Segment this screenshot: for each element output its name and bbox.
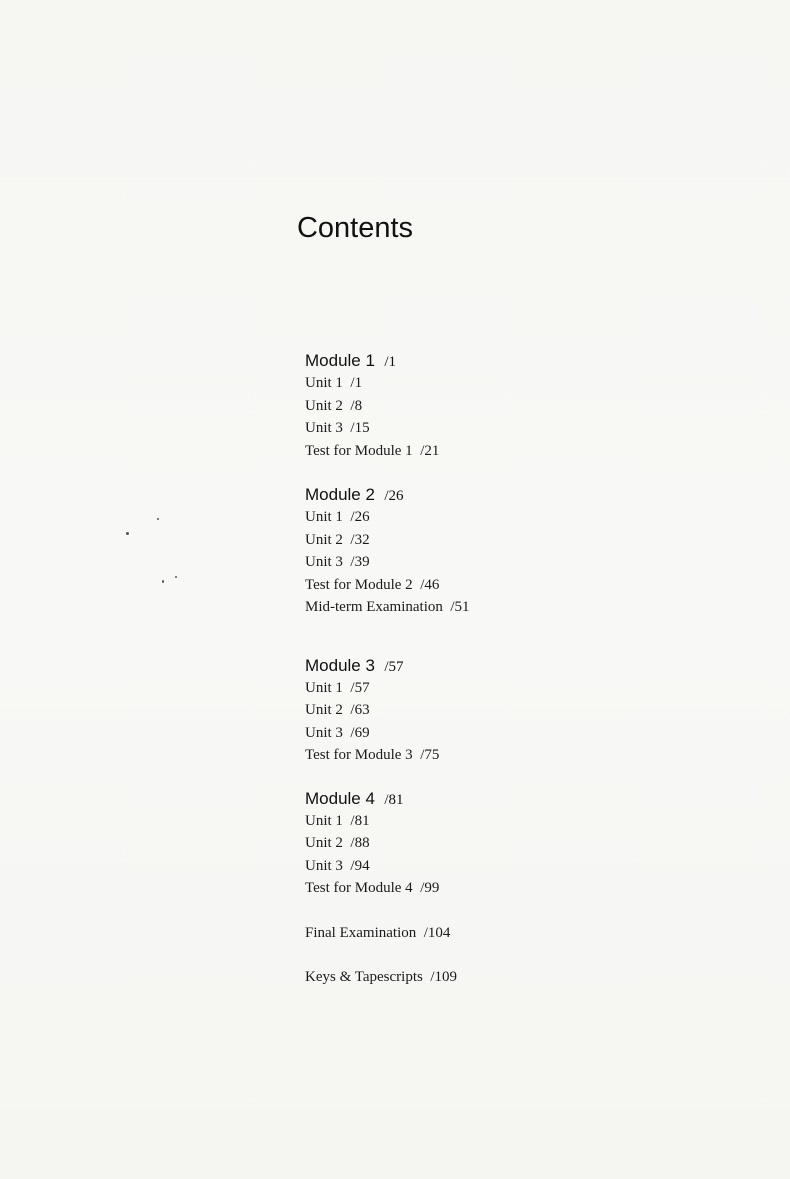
entry-page: /57: [350, 679, 370, 696]
spacer: [305, 944, 725, 966]
scan-speck: [175, 576, 177, 578]
entry-label: Unit 1: [305, 679, 343, 696]
entry-page: /88: [350, 835, 370, 851]
scan-speck: [157, 518, 159, 520]
page-title-text: Contents: [296, 212, 414, 244]
page-title: [0, 212, 710, 245]
entry-page: /39: [350, 554, 370, 570]
entry-label: Unit 2: [305, 531, 343, 548]
toc-module-4: [305, 788, 725, 900]
entry-label: Unit 1: [305, 509, 343, 525]
toc-entry: [305, 551, 725, 574]
entry-label: Unit 1: [305, 375, 343, 391]
entry-page: /109: [430, 969, 457, 985]
toc-entry: [305, 596, 725, 619]
module-heading: [305, 655, 725, 677]
toc-entry: [305, 722, 725, 745]
toc-entry: [305, 506, 725, 529]
entry-label: Unit 2: [305, 702, 343, 718]
toc-entry: [305, 744, 725, 767]
entry-page: /26: [350, 509, 370, 525]
entry-page: /8: [350, 397, 363, 414]
toc-entry-keys: [305, 966, 725, 989]
toc-entry: [305, 529, 725, 552]
entry-page: /32: [350, 531, 370, 548]
toc-entry: [305, 395, 725, 418]
entry-label: Unit 1: [305, 812, 343, 829]
toc-module-2: [305, 484, 725, 619]
entry-label: Unit 3: [305, 420, 343, 436]
toc-entry: [305, 832, 725, 855]
entry-label: Final Examination: [305, 924, 417, 941]
entry-page: /104: [423, 924, 451, 941]
entry-page: /15: [350, 420, 370, 436]
entry-label: Test for Module 3: [305, 747, 413, 763]
table-of-contents: [305, 350, 725, 989]
scan-speck: [126, 532, 129, 535]
entry-label: Test for Module 1: [305, 442, 413, 459]
module-page: /57: [384, 658, 404, 675]
entry-page: /51: [450, 599, 470, 615]
toc-entry: [305, 699, 725, 722]
module-title: Module 3: [305, 655, 375, 675]
entry-page: /81: [350, 812, 370, 829]
toc-module-3: [305, 655, 725, 767]
module-title: Module 2: [305, 485, 375, 504]
spacer: [305, 767, 725, 788]
entry-page: /63: [350, 702, 370, 718]
entry-page: /21: [420, 442, 440, 459]
toc-entry-final-exam: [305, 922, 725, 945]
module-heading: [305, 350, 725, 372]
scan-speck: [162, 580, 164, 583]
toc-entry: [305, 417, 725, 440]
entry-page: /99: [420, 880, 440, 896]
entry-page: /75: [420, 747, 440, 763]
entry-label: Unit 3: [305, 724, 343, 741]
spacer: [305, 462, 725, 484]
module-page: /26: [384, 488, 404, 504]
toc-entry: [305, 372, 725, 395]
module-title: Module 4: [305, 788, 375, 808]
toc-entry: [305, 440, 725, 463]
entry-label: Mid-term Examination: [305, 599, 443, 615]
spacer: [305, 900, 725, 922]
entry-page: /46: [420, 576, 440, 593]
entry-label: Unit 3: [305, 857, 343, 874]
entry-label: Keys & Tapescripts: [305, 969, 423, 985]
toc-module-1: [305, 350, 725, 462]
module-heading: [305, 484, 725, 506]
toc-entry: [305, 855, 725, 878]
toc-entry: [305, 574, 725, 597]
entry-label: Test for Module 4: [305, 880, 413, 896]
toc-entry: [305, 810, 725, 833]
module-page: /81: [384, 791, 404, 808]
entry-page: /94: [350, 857, 370, 874]
entry-label: Test for Module 2: [305, 576, 413, 593]
module-title: Module 1: [305, 351, 375, 370]
entry-label: Unit 3: [305, 554, 343, 570]
entry-page: /1: [350, 375, 363, 391]
spacer: [305, 619, 725, 655]
entry-label: Unit 2: [305, 835, 343, 851]
entry-label: Unit 2: [305, 397, 343, 414]
module-heading: [305, 788, 725, 810]
entry-page: /69: [350, 724, 370, 741]
toc-entry: [305, 877, 725, 900]
toc-entry: [305, 677, 725, 700]
module-page: /1: [384, 354, 397, 370]
